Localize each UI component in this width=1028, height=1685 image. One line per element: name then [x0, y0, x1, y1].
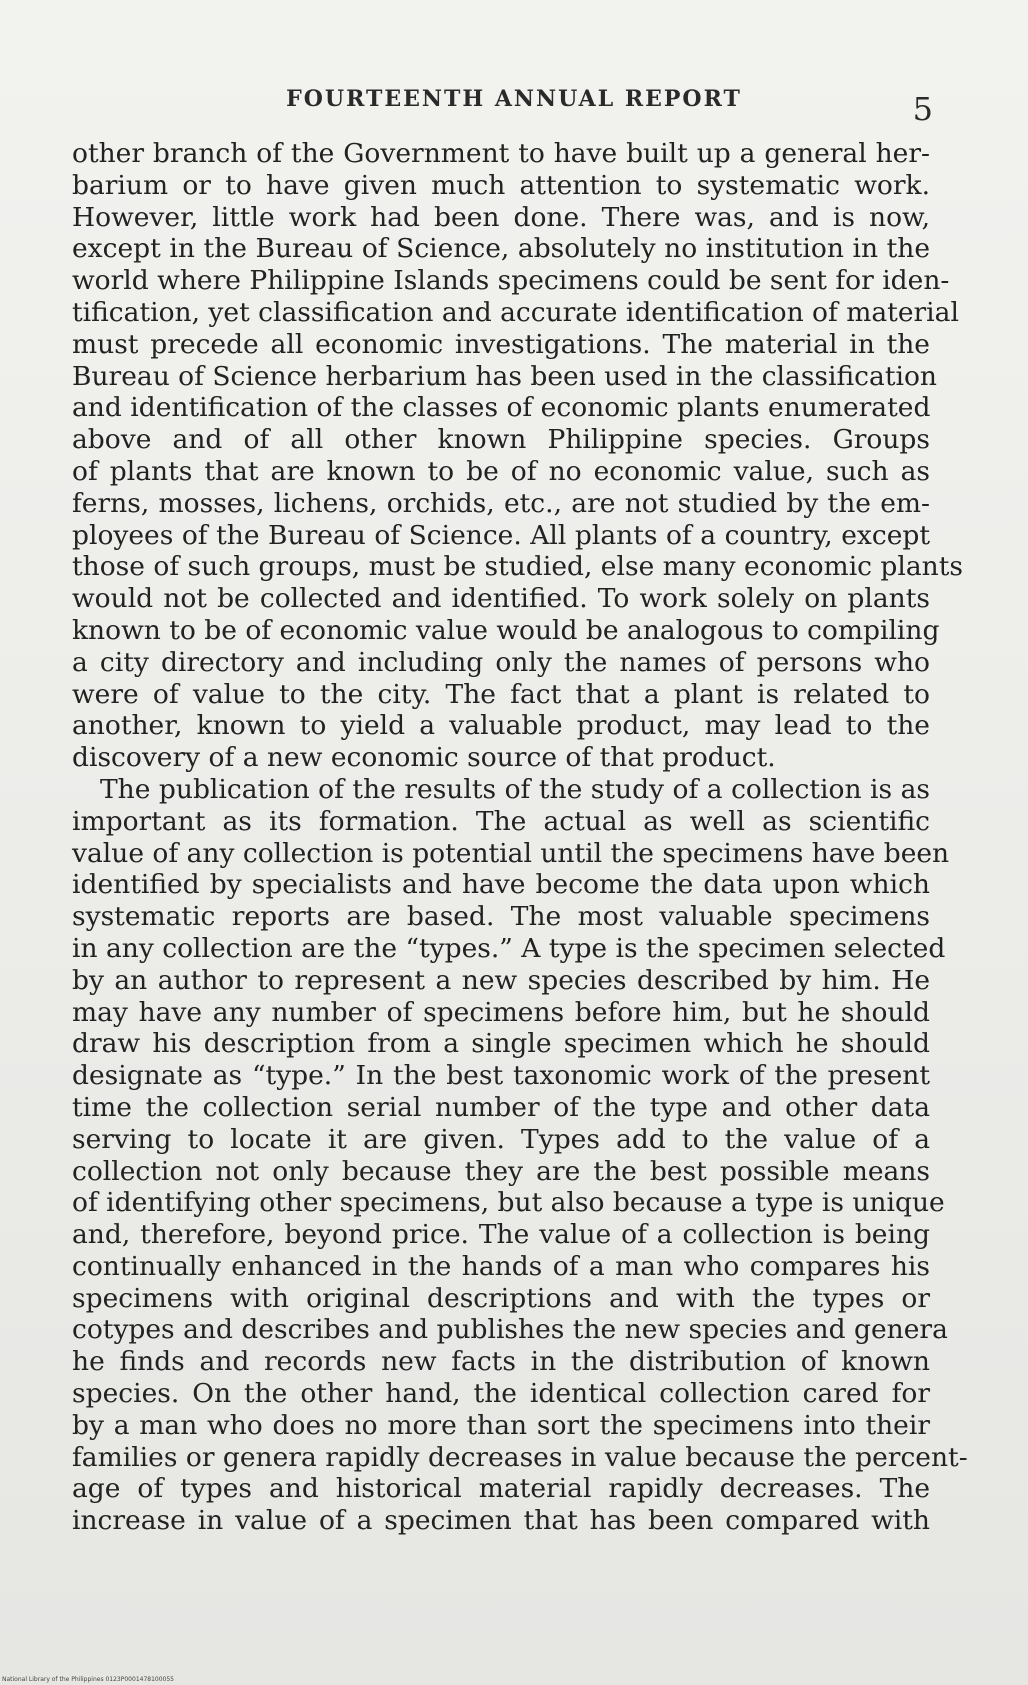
text-line: time the collection serial number of the type and other data	[72, 1091, 930, 1123]
text-line: and, therefore, beyond price. The value of a collection is being	[72, 1219, 930, 1251]
text-line: tification, yet classification and accurate identification of material	[72, 296, 959, 328]
text-line: known to be of economic value would be analogous to compiling	[72, 614, 940, 646]
text-line: were of value to the city. The fact that a plant is related to	[72, 678, 930, 710]
text-line: continually enhanced in the hands of a man who compares his	[72, 1250, 930, 1282]
text-line: species. On the other hand, the identical collection cared for	[72, 1378, 930, 1410]
text-line: ferns, mosses, lichens, orchids, etc., are not studied by the em-	[72, 487, 930, 519]
text-line: except in the Bureau of Science, absolutely no institution in the	[72, 233, 930, 265]
text-line: draw his description from a single specimen which he should	[72, 1028, 930, 1060]
text-line: in any collection are the “types.” A type is the specimen selected	[72, 932, 946, 964]
text-line: of identifying other specimens, but also because a type is unique	[72, 1187, 945, 1219]
text-line: of plants that are known to be of no economic value, such as	[72, 455, 930, 487]
paragraph-1	[72, 138, 963, 774]
text-line: those of such groups, must be studied, else many economic plants	[72, 551, 963, 583]
text-line: increase in value of a specimen that has been compared with	[72, 1505, 930, 1537]
text-line: world where Philippine Islands specimens could be sent for iden-	[72, 265, 950, 297]
text-line: a city directory and including only the names of persons who	[72, 646, 930, 678]
paragraph-2	[72, 773, 968, 1537]
text-line: age of types and historical material rapidly decreases. The	[72, 1473, 930, 1505]
text-line: important as its formation. The actual as well as scientific	[72, 805, 930, 837]
text-line: families or genera rapidly decreases in value because the percent-	[72, 1441, 968, 1473]
text-line: other branch of the Government to have built up a general her-	[72, 138, 930, 169]
text-line: would not be collected and identified. To work solely on plants	[72, 583, 930, 615]
text-line: Bureau of Science herbarium has been used in the classification	[72, 360, 937, 392]
text-line: discovery of a new economic source of that product.	[72, 742, 776, 774]
text-line: barium or to have given much attention to systematic work.	[72, 169, 930, 201]
text-line: systematic reports are based. The most valuable specimens	[72, 901, 930, 933]
text-line: by an author to represent a new species described by him. He	[72, 964, 930, 996]
text-line: ployees of the Bureau of Science. All plants of a country, except	[72, 519, 930, 551]
running-head: FOURTEENTH ANNUAL REPORT	[286, 86, 742, 112]
text-line: However, little work had been done. There was, and is now,	[72, 201, 930, 233]
text-line: The publication of the results of the study of a collection is as	[100, 773, 930, 805]
text-line: specimens with original descriptions and with the types or	[72, 1282, 930, 1314]
body-text	[72, 138, 968, 1537]
page-number: 5	[912, 90, 933, 128]
text-line: another, known to yield a valuable product, may lead to the	[72, 710, 930, 742]
text-line: collection not only because they are the best possible means	[72, 1155, 930, 1187]
text-line: value of any collection is potential until the specimens have been	[72, 837, 950, 869]
text-line: and identification of the classes of economic plants enumerated	[72, 392, 931, 424]
text-line: cotypes and describes and publishes the new species and genera	[72, 1314, 948, 1346]
library-stamp: National Library of the Philippines 0123P0001478100055	[2, 1676, 174, 1683]
text-line: may have any number of specimens before him, but he should	[72, 996, 930, 1028]
text-line: above and of all other known Philippine species. Groups	[72, 424, 930, 456]
text-line: designate as “type.” In the best taxonomic work of the present	[72, 1060, 930, 1092]
text-line: he finds and records new facts in the distribution of known	[72, 1346, 930, 1378]
text-line: identified by specialists and have become the data upon which	[72, 869, 930, 901]
text-line: serving to locate it are given. Types add to the value of a	[72, 1123, 930, 1155]
text-line: by a man who does no more than sort the specimens into their	[72, 1409, 930, 1441]
text-line: must precede all economic investigations. The material in the	[72, 328, 930, 360]
